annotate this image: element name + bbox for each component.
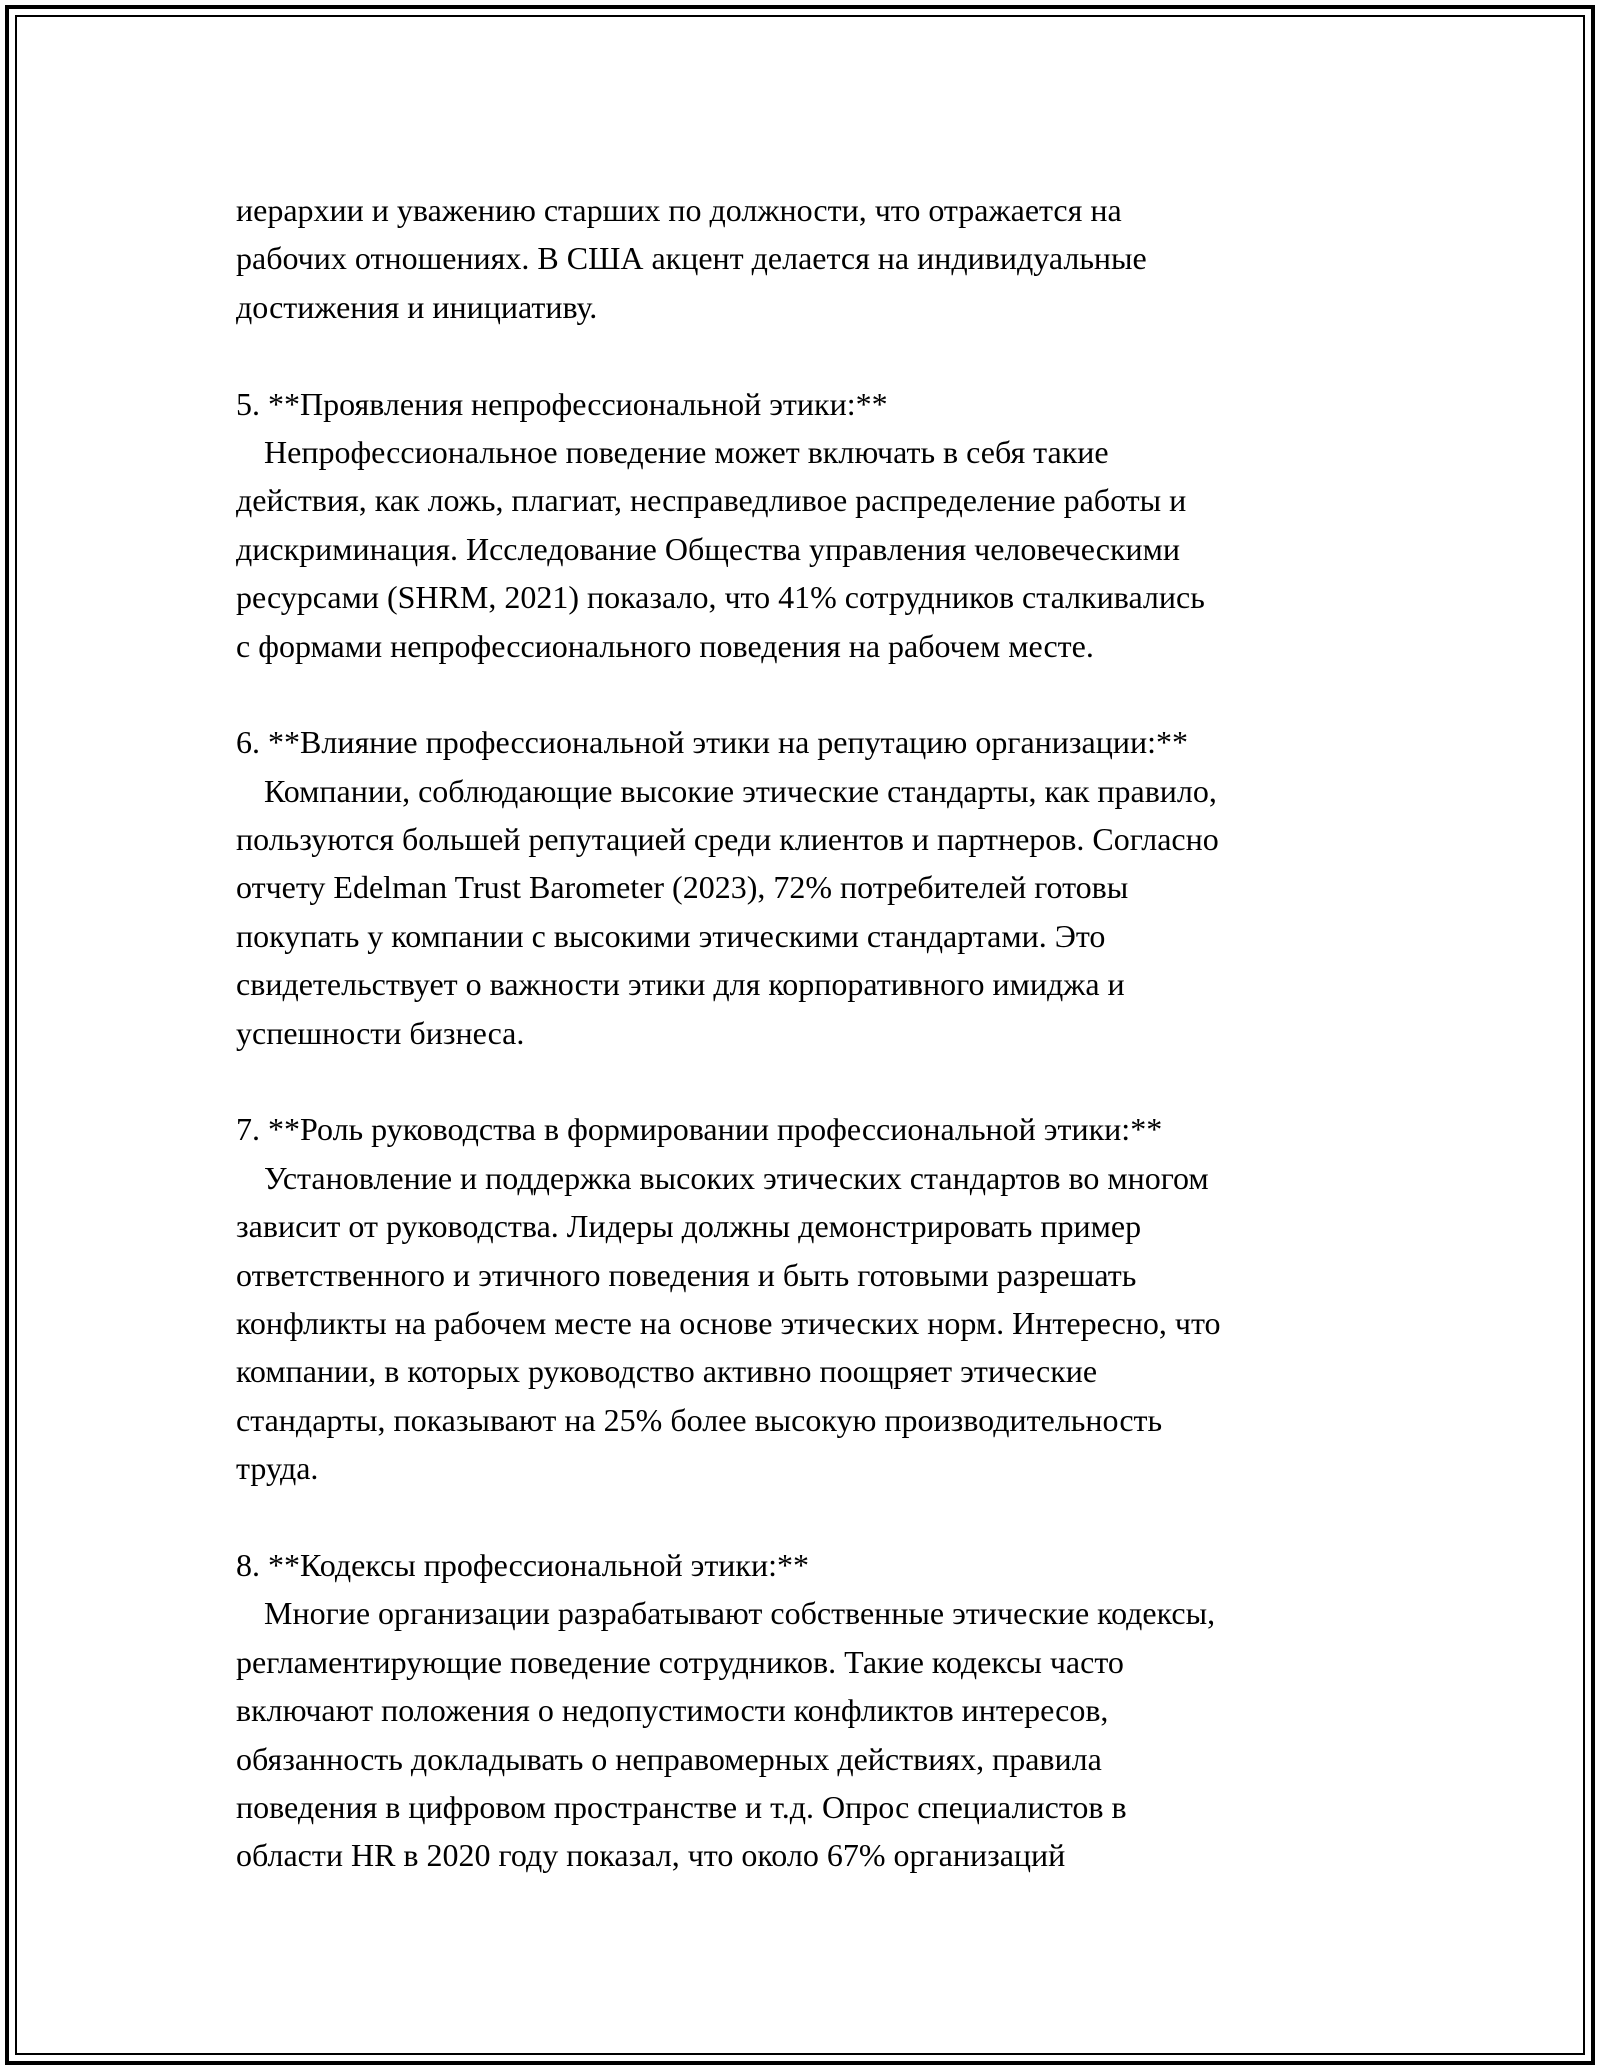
text-line: стандарты, показывают на 25% более высокую производительность (236, 1401, 1163, 1438)
text-line: поведения в цифровом пространстве и т.д. Опрос специалистов в (236, 1788, 1127, 1825)
text-line: Непрофессиональное поведение может включать в себя такие (264, 433, 1109, 470)
text-line: Компании, соблюдающие высокие этические стандарты, как правило, (264, 772, 1217, 809)
section-heading: 7. **Роль руководства в формировании профессиональной этики:** (236, 1111, 1163, 1148)
text-line: компании, в которых руководство активно поощряет этические (236, 1353, 1098, 1390)
text-line: Установление и поддержка высоких этических стандартов во многом (264, 1159, 1209, 1196)
section-7 (236, 1105, 1396, 1492)
section-8 (236, 1541, 1396, 1880)
text-line: регламентирующие поведение сотрудников. Такие кодексы часто (236, 1643, 1124, 1680)
text-line: обязанность докладывать о неправомерных действиях, правила (236, 1740, 1102, 1777)
paragraph-spacer (236, 331, 1396, 379)
section-heading: 5. **Проявления непрофессиональной этики:** (236, 385, 888, 422)
section-heading: 6. **Влияние профессиональной этики на репутацию организации:** (236, 724, 1189, 761)
text-line: области HR в 2020 году показал, что около 67% организаций (236, 1837, 1066, 1874)
text-line: труда. (236, 1450, 319, 1487)
section-5 (236, 380, 1396, 670)
text-line: ответственного и этичного поведения и быть готовыми разрешать (236, 1256, 1137, 1293)
text-line: иерархии и уважению старших по должности, что отражается на (236, 192, 1122, 228)
text-line: с формами непрофессионального поведения на рабочем месте. (236, 627, 1094, 664)
text-line: конфликты на рабочем месте на основе этических норм. Интересно, что (236, 1304, 1221, 1341)
text-line: свидетельствует о важности этики для корпоративного имиджа и (236, 966, 1125, 1003)
paragraph-spacer (236, 1057, 1396, 1105)
text-line: Многие организации разрабатывают собственные этические кодексы, (264, 1595, 1216, 1632)
paragraph-spacer (236, 670, 1396, 718)
text-line: покупать у компании с высокими этическими стандартами. Это (236, 917, 1106, 954)
section-heading: 8. **Кодексы профессиональной этики:** (236, 1546, 809, 1583)
text-line: действия, как ложь, плагиат, несправедливое распределение работы и (236, 482, 1187, 519)
text-line: пользуются большей репутацией среди клиентов и партнеров. Согласно (236, 821, 1219, 858)
text-line: достижения и инициативу. (236, 288, 598, 325)
text-line: зависит от руководства. Лидеры должны демонстрировать пример (236, 1208, 1142, 1245)
intro-paragraph (236, 186, 1396, 331)
document-body (236, 186, 1396, 1880)
text-line: включают положения о недопустимости конфликтов интересов, (236, 1692, 1109, 1729)
text-line: ресурсами (SHRM, 2021) показало, что 41% сотрудников сталкивались (236, 579, 1205, 616)
paragraph-spacer (236, 1493, 1396, 1541)
section-6 (236, 718, 1396, 1057)
text-line: успешности бизнеса. (236, 1014, 525, 1051)
text-line: отчету Edelman Trust Barometer (2023), 72% потребителей готовы (236, 869, 1129, 906)
text-line: рабочих отношениях. В США акцент делается на индивидуальные (236, 240, 1147, 277)
text-line: дискриминация. Исследование Общества управления человеческими (236, 530, 1181, 567)
